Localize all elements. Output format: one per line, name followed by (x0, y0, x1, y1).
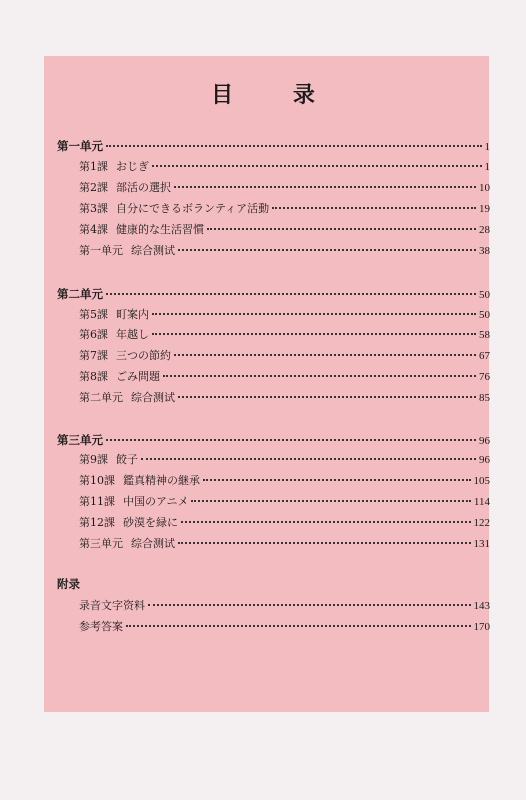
page-title: 目 录 (211, 83, 341, 108)
toc-lesson-title: 录音文字资料 (79, 599, 145, 612)
toc-entry[interactable] (79, 349, 490, 363)
toc-unit-label: 第一单元 (57, 139, 103, 153)
toc-page-number: 19 (479, 203, 490, 215)
toc-entry[interactable] (79, 308, 490, 322)
toc-lesson-number: 第3課 (79, 202, 108, 215)
toc-lesson-title: 健康的な生活習慣 (116, 223, 204, 236)
toc-page-number: 170 (473, 621, 490, 633)
toc-unit-1[interactable] (57, 139, 490, 154)
leader-dots (207, 228, 476, 230)
toc-unit-label: 第二单元 (57, 287, 103, 301)
toc-entry[interactable] (79, 537, 490, 551)
toc-lesson-number: 第7課 (79, 349, 108, 362)
toc-page-number: 1 (484, 141, 490, 153)
toc-page-number: 38 (479, 245, 490, 257)
toc-lesson-number: 第10課 (79, 474, 115, 487)
toc-page-number: 28 (479, 224, 490, 236)
toc-entry[interactable] (79, 181, 490, 195)
toc-page-number: 50 (479, 289, 490, 301)
toc-lesson-number: 第11課 (79, 495, 115, 508)
toc-page-number: 96 (479, 454, 490, 466)
toc-page-number: 96 (479, 435, 490, 447)
toc-page-number: 122 (473, 517, 490, 529)
toc-lesson-title: 综合测试 (131, 391, 175, 404)
toc-unit-2[interactable] (57, 287, 490, 302)
toc-appendix[interactable] (57, 577, 80, 591)
toc-lesson-title: 部活の選択 (116, 181, 171, 194)
toc-unit-label: 附录 (57, 577, 80, 591)
toc-lesson-title: 参考答案 (79, 620, 123, 633)
toc-lesson-number: 第1課 (79, 160, 108, 173)
leader-dots (152, 165, 482, 167)
leader-dots (152, 313, 476, 315)
leader-dots (174, 354, 476, 356)
toc-lesson-number: 第一单元 (79, 244, 123, 257)
toc-page-number: 58 (479, 329, 490, 341)
toc-page-number: 67 (479, 350, 490, 362)
toc-entry[interactable] (79, 328, 490, 342)
toc-lesson-title: 中国のアニメ (123, 495, 189, 508)
toc-lesson-title: 町案内 (116, 308, 149, 321)
toc-lesson-title: 三つの節約 (116, 349, 171, 362)
toc-page-number: 1 (484, 161, 490, 173)
toc-page-number: 105 (473, 475, 490, 487)
leader-dots (178, 542, 471, 544)
toc-lesson-number: 第二单元 (79, 391, 123, 404)
toc-entry[interactable] (79, 453, 490, 467)
toc-entry[interactable] (79, 202, 490, 216)
toc-entry[interactable] (79, 474, 490, 488)
toc-entry[interactable] (79, 244, 490, 258)
toc-lesson-title: 综合测试 (131, 537, 175, 550)
toc-lesson-title: 年越し (116, 328, 149, 341)
toc-lesson-number: 第5課 (79, 308, 108, 321)
toc-entry[interactable] (79, 391, 490, 405)
toc-lesson-number: 第4課 (79, 223, 108, 236)
toc-page-number: 10 (479, 182, 490, 194)
toc-entry[interactable] (79, 620, 490, 634)
toc-page-number: 114 (473, 496, 490, 508)
leader-dots (191, 500, 470, 502)
toc-page-number: 143 (473, 600, 490, 612)
toc-lesson-number: 第8課 (79, 370, 108, 383)
leader-dots (178, 396, 476, 398)
toc-lesson-title: 鑑真精神の継承 (123, 474, 200, 487)
toc-lesson-number: 第12課 (79, 516, 115, 529)
toc-entry[interactable] (79, 495, 490, 509)
toc-lesson-title: おじぎ (116, 160, 149, 173)
toc-unit-3[interactable] (57, 433, 490, 448)
leader-dots (141, 458, 476, 460)
leader-dots (106, 145, 482, 147)
leader-dots (148, 604, 471, 606)
leader-dots (272, 207, 476, 209)
leader-dots (126, 625, 471, 627)
leader-dots (178, 249, 476, 251)
leader-dots (152, 333, 476, 335)
leader-dots (106, 439, 476, 441)
toc-lesson-title: 自分にできるボランティア活動 (116, 202, 270, 215)
toc-page-number: 76 (479, 371, 490, 383)
toc-entry[interactable] (79, 370, 490, 384)
toc-lesson-number: 第2課 (79, 181, 108, 194)
toc-entry[interactable] (79, 516, 490, 530)
toc-lesson-title: 综合测试 (131, 244, 175, 257)
leader-dots (174, 186, 476, 188)
toc-lesson-number: 第9課 (79, 453, 108, 466)
leader-dots (106, 293, 476, 295)
toc-entry[interactable] (79, 599, 490, 613)
toc-page-number: 50 (479, 309, 490, 321)
toc-lesson-title: ごみ問題 (116, 370, 160, 383)
leader-dots (203, 479, 471, 481)
toc-lesson-title: 餃子 (116, 453, 138, 466)
toc-unit-label: 第三单元 (57, 433, 103, 447)
leader-dots (181, 521, 471, 523)
leader-dots (163, 375, 476, 377)
toc-lesson-number: 第6課 (79, 328, 108, 341)
toc-page-number: 131 (473, 538, 490, 550)
toc-lesson-title: 砂漠を緑に (123, 516, 178, 529)
toc-lesson-number: 第三单元 (79, 537, 123, 550)
toc-entry[interactable] (79, 160, 490, 174)
toc-entry[interactable] (79, 223, 490, 237)
toc-page-number: 85 (479, 392, 490, 404)
